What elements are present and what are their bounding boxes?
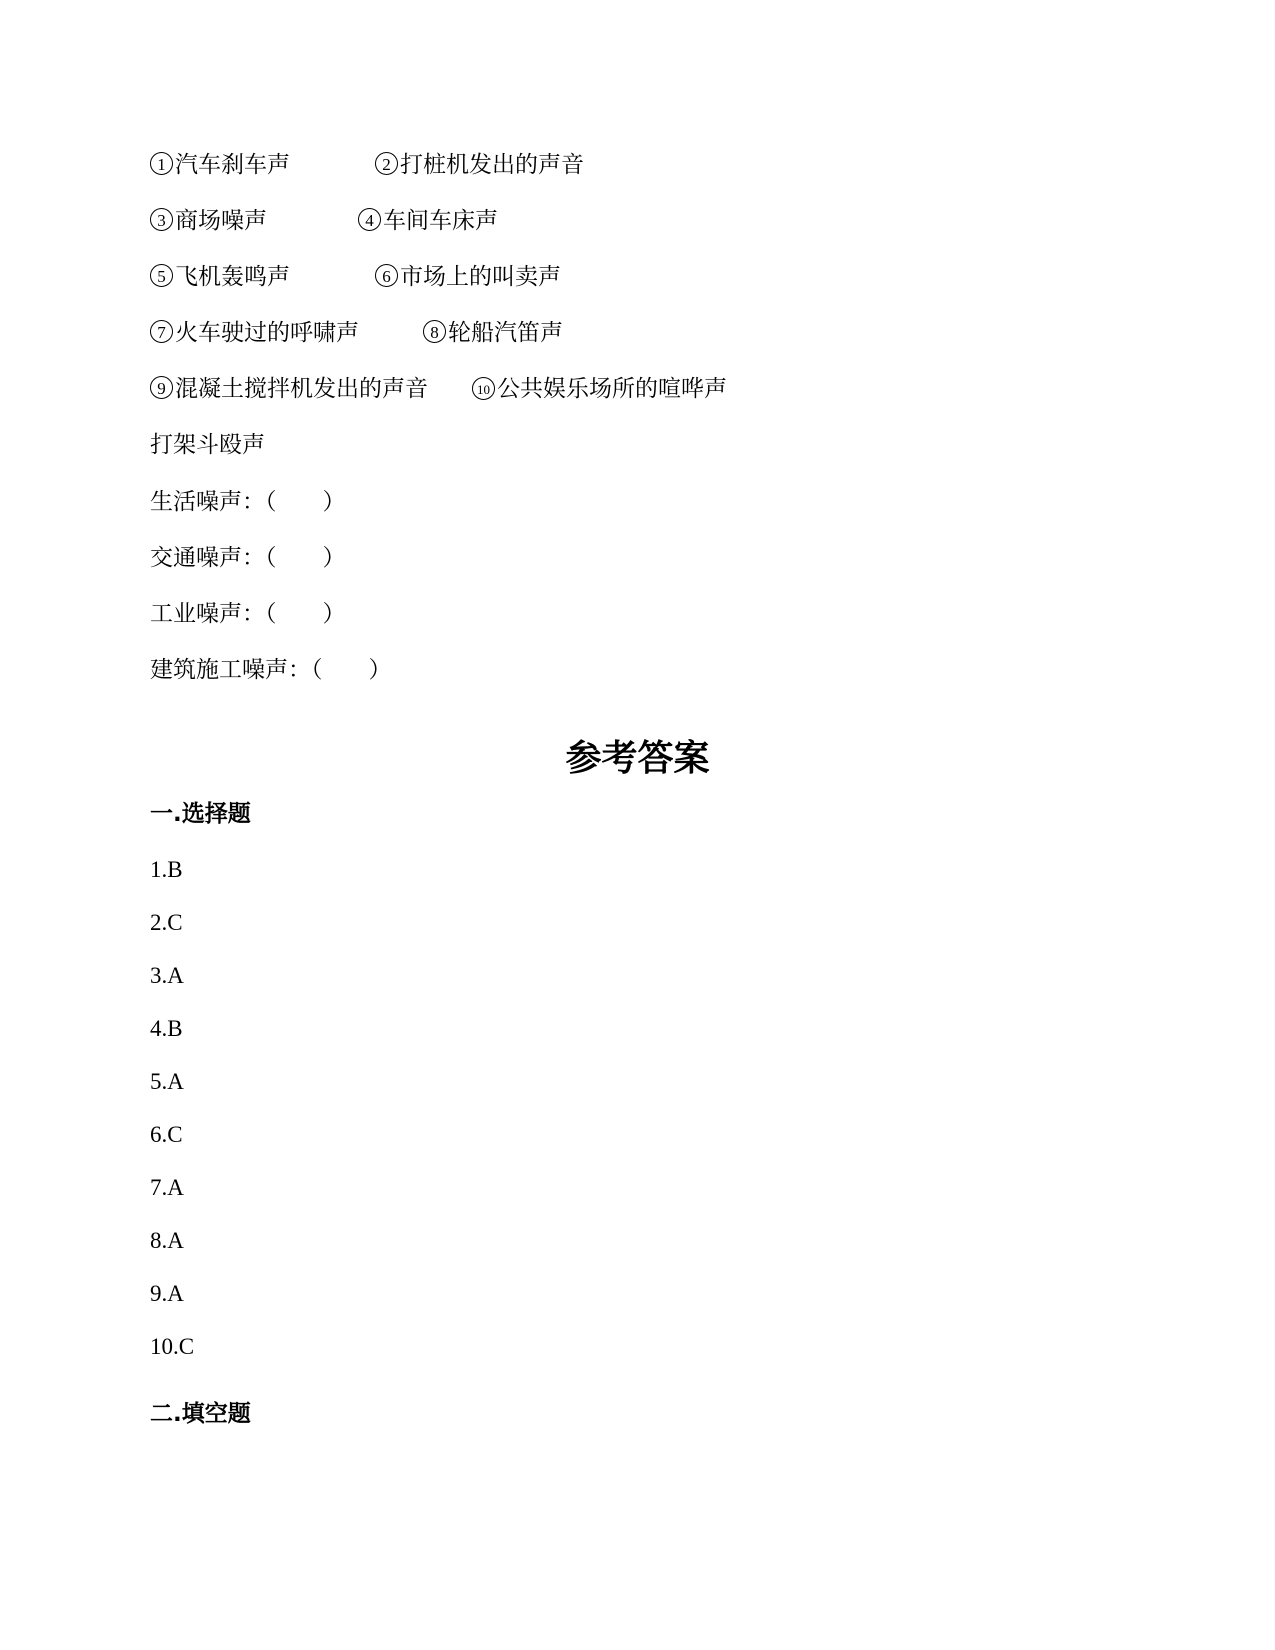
item-row-2	[150, 206, 498, 236]
item-text: 火车驶过的呼啸声	[175, 320, 359, 346]
answer-4: 4.B	[150, 1016, 183, 1041]
item-col2	[358, 206, 498, 236]
item-text: 飞机轰鸣声	[175, 264, 290, 290]
section-heading-fill: 二.填空题	[150, 1401, 251, 1427]
answer-10: 10.C	[150, 1334, 195, 1359]
circled-number: 5	[150, 264, 173, 287]
extra-item: 打架斗殴声	[150, 432, 265, 458]
item-text: 商场噪声	[175, 208, 267, 234]
item-text: 混凝土搅拌机发出的声音	[175, 376, 428, 402]
item-text: 车间车床声	[383, 208, 498, 234]
category-construction: 建筑施工噪声：（ ）	[150, 657, 392, 683]
answer-9: 9.A	[150, 1281, 184, 1306]
circled-number: 9	[150, 376, 173, 399]
answer-1: 1.B	[150, 857, 183, 882]
category-living: 生活噪声：（ ）	[150, 489, 346, 515]
item-row-4	[150, 318, 563, 348]
circled-number: 4	[358, 208, 381, 231]
item-col2	[472, 374, 727, 404]
item-row-5	[150, 374, 727, 404]
answer-5: 5.A	[150, 1069, 184, 1094]
answer-7: 7.A	[150, 1175, 184, 1200]
circled-number: 6	[375, 264, 398, 287]
item-text: 打桩机发出的声音	[400, 152, 584, 178]
category-industrial: 工业噪声：（ ）	[150, 601, 346, 627]
item-text: 公共娱乐场所的喧哗声	[497, 376, 727, 402]
item-col2	[375, 262, 561, 292]
category-traffic: 交通噪声：（ ）	[150, 545, 346, 571]
item-text: 汽车刹车声	[175, 152, 290, 178]
circled-number: 2	[375, 152, 398, 175]
answer-3: 3.A	[150, 963, 184, 988]
circled-number: 8	[423, 320, 446, 343]
answer-2: 2.C	[150, 910, 183, 935]
section-heading-choice: 一.选择题	[150, 801, 251, 827]
item-text: 轮船汽笛声	[448, 320, 563, 346]
item-col2	[375, 150, 584, 180]
circled-number: 1	[150, 152, 173, 175]
answer-title: 参考答案	[565, 738, 710, 779]
circled-number: 10	[472, 377, 495, 400]
circled-number: 7	[150, 320, 173, 343]
item-col2	[423, 318, 563, 348]
item-row-3	[150, 262, 561, 292]
answer-8: 8.A	[150, 1228, 184, 1253]
item-text: 市场上的叫卖声	[400, 264, 561, 290]
circled-number: 3	[150, 208, 173, 231]
answer-6: 6.C	[150, 1122, 183, 1147]
item-row-1	[150, 150, 584, 180]
